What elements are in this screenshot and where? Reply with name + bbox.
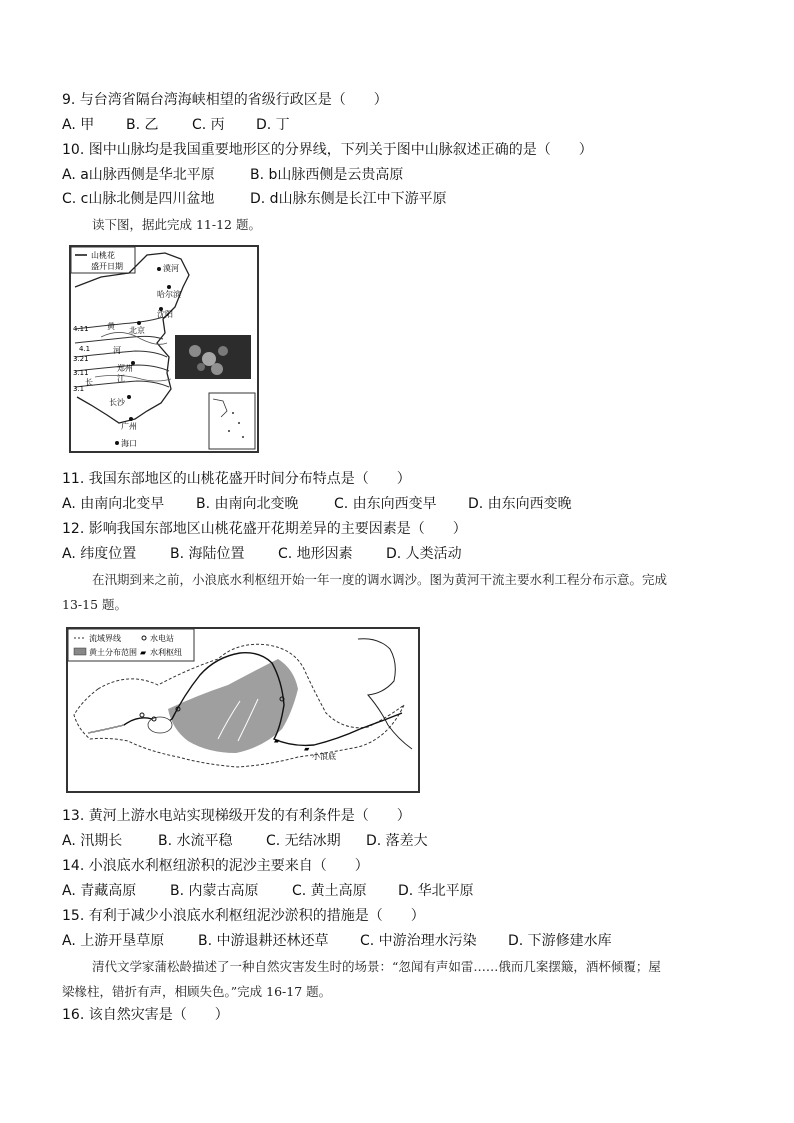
city-dot-beijing (137, 321, 141, 325)
q10-options-row2 (62, 190, 447, 208)
label-shenyang: 沈阳 (157, 310, 173, 319)
q11-option-c[interactable]: C. 由东向西变早 (334, 496, 437, 512)
intro-13-15-line2: 13-15 题。 (62, 597, 128, 612)
station-1 (140, 713, 144, 717)
q13-option-a[interactable]: A. 汛期长 (62, 833, 123, 849)
q13-option-d[interactable]: D. 落差大 (366, 833, 428, 849)
date-3-1: 3.1 (73, 385, 85, 393)
q10-option-b[interactable]: B. b山脉西侧是云贵高原 (250, 167, 404, 183)
q15-option-b[interactable]: B. 中游退耕还林还草 (198, 933, 329, 949)
label-haikou: 海口 (121, 439, 137, 448)
q10-stem: 10. 图中山脉均是我国重要地形区的分界线，下列关于图中山脉叙述正确的是（ ） (62, 142, 593, 158)
label-zhengzhou: 郑州 (117, 364, 133, 373)
map2-legend-dam-icon: ▰ (140, 648, 147, 657)
intro-16-17-line2: 梁椽柱，错折有声，相顾失色。”完成 16-17 题。 (62, 984, 332, 999)
label-beijing: 北京 (129, 326, 145, 335)
peach-blossom-map-svg (71, 247, 257, 451)
q14-option-a[interactable]: A. 青藏高原 (62, 883, 137, 899)
city-dot-harbin (167, 285, 171, 289)
date-3-21: 3.21 (73, 355, 89, 363)
yellow-river-map-svg (68, 629, 418, 791)
label-harbin: 哈尔滨 (157, 290, 181, 299)
q14-option-d[interactable]: D. 华北平原 (398, 883, 474, 899)
q10-options (62, 166, 403, 184)
map2-legend-boundary: 流域界线 (89, 634, 121, 643)
q15-options (62, 932, 612, 950)
q15-option-a[interactable]: A. 上游开垦草原 (62, 933, 165, 949)
map2-legend-dam: 水利枢纽 (150, 648, 182, 657)
q15-stem: 15. 有利于减少小浪底水利枢纽泥沙淤积的措施是（ ） (62, 908, 425, 924)
q10-option-a[interactable]: A. a山脉西侧是华北平原 (62, 167, 215, 183)
intro-13-15-line1: 在汛期到来之前，小浪底水利枢纽开始一年一度的调水调沙。图为黄河干流主要水利工程分布示意。完成 (92, 572, 668, 587)
intro-11-12: 读下图，据此完成 11-12 题。 (92, 217, 261, 232)
q12-stem: 12. 影响我国东部地区山桃花盛开花期差异的主要因素是（ ） (62, 521, 467, 537)
q14-stem: 14. 小浪底水利枢纽淤积的泥沙主要来自（ ） (62, 858, 369, 874)
yellow-river-map (66, 627, 420, 793)
dam-sanmenxia: ▰ (274, 737, 280, 745)
q16-stem: 16. 该自然灾害是（ ） (62, 1007, 229, 1023)
q9-option-d[interactable]: D. 丁 (256, 117, 290, 133)
date-3-11: 3.11 (73, 369, 89, 377)
q12-option-a[interactable]: A. 纬度位置 (62, 546, 137, 562)
label-he: 河 (113, 346, 121, 355)
q14-option-b[interactable]: B. 内蒙古高原 (170, 883, 259, 899)
q9-option-b[interactable]: B. 乙 (126, 117, 159, 133)
q9-stem: 9. 与台湾省隔台湾海峡相望的省级行政区是（ ） (62, 92, 388, 108)
map2-legend-loess: 黄土分布范围 (89, 648, 137, 657)
q10-option-c[interactable]: C. c山脉北侧是四川盆地 (62, 191, 215, 207)
q11-option-d[interactable]: D. 由东向西变晚 (468, 496, 572, 512)
q12-options (62, 545, 462, 563)
q14-option-c[interactable]: C. 黄土高原 (292, 883, 367, 899)
q12-option-b[interactable]: B. 海陆位置 (170, 546, 245, 562)
q13-options (62, 832, 428, 850)
dam-xiaolangdi: ▰ (304, 745, 310, 753)
isoline-4-1 (75, 336, 163, 343)
peach-blossom-map (69, 245, 259, 453)
map2-coastline (358, 639, 412, 749)
q14-options (62, 882, 474, 900)
map1-legend-1: 山桃花 (91, 251, 115, 260)
q9-options (62, 116, 290, 134)
date-4-11: 4.11 (73, 325, 89, 333)
map2-legend-station: 水电站 (150, 634, 174, 643)
q12-option-c[interactable]: C. 地形因素 (278, 546, 353, 562)
label-guangzhou: 广州 (121, 422, 137, 431)
label-jiang: 江 (117, 374, 125, 383)
q10-option-d[interactable]: D. d山脉东侧是长江中下游平原 (250, 191, 447, 207)
q15-option-d[interactable]: D. 下游修建水库 (508, 933, 612, 949)
intro-16-17-line1: 清代文学家蒲松龄描述了一种自然灾害发生时的场景：“忽闻有声如雷……俄而几案摆簸，酒杯倾覆；屋 (92, 959, 661, 974)
city-dot-changsha (127, 395, 131, 399)
q13-option-c[interactable]: C. 无结冰期 (266, 833, 341, 849)
q9-option-a[interactable]: A. 甲 (62, 117, 95, 133)
q11-option-a[interactable]: A. 由南向北变早 (62, 496, 165, 512)
q11-options (62, 495, 572, 513)
q12-option-d[interactable]: D. 人类活动 (386, 546, 462, 562)
south-china-sea-inset (209, 393, 255, 449)
q11-option-b[interactable]: B. 由南向北变晚 (196, 496, 299, 512)
map1-coastline (75, 253, 189, 423)
label-huang: 黄 (107, 322, 115, 331)
date-4-1: 4.1 (79, 345, 91, 353)
city-dot-mohe (157, 267, 161, 271)
map1-legend-2: 盛开日期 (91, 262, 123, 271)
city-dot-haikou (115, 441, 119, 445)
city-dot-guangzhou (129, 417, 133, 421)
q13-option-b[interactable]: B. 水流平稳 (158, 833, 233, 849)
q13-stem: 13. 黄河上游水电站实现梯级开发的有利条件是（ ） (62, 808, 411, 824)
yangtze-river (95, 375, 171, 381)
label-changsha: 长沙 (109, 398, 125, 407)
label-xiaolangdi: 小浪底 (312, 752, 336, 761)
label-chang: 长 (85, 378, 93, 387)
label-mohe: 漠河 (163, 264, 179, 273)
q11-stem: 11. 我国东部地区的山桃花盛开时间分布特点是（ ） (62, 471, 411, 487)
q15-option-c[interactable]: C. 中游治理水污染 (360, 933, 477, 949)
q9-option-c[interactable]: C. 丙 (192, 117, 225, 133)
